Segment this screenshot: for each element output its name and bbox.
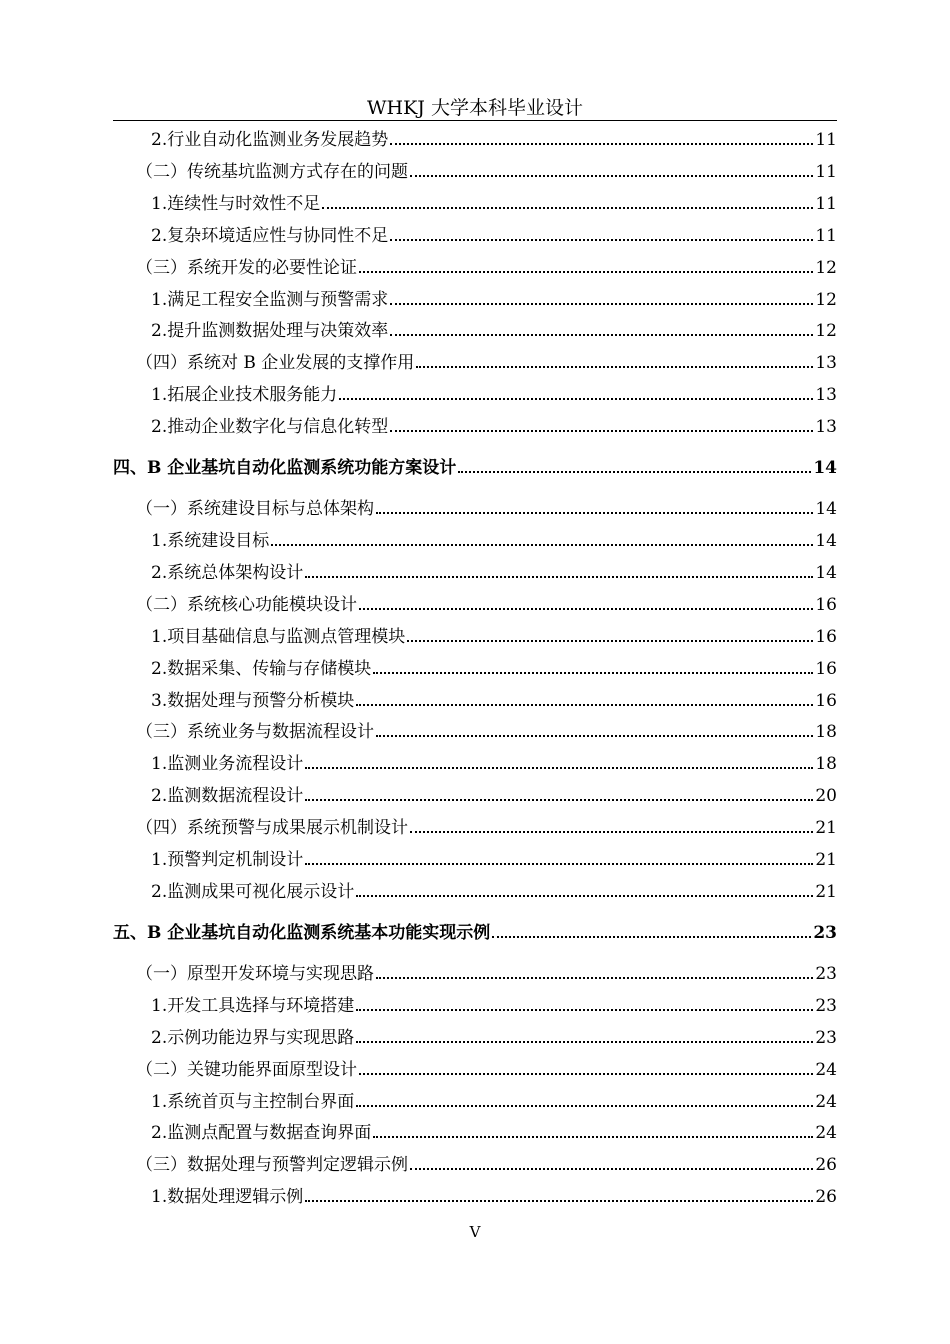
toc-entry-page: 12	[815, 321, 837, 342]
toc-entry-page: 14	[815, 531, 837, 551]
toc-entry[interactable]	[136, 161, 837, 183]
toc-dot-leader	[390, 430, 813, 432]
toc-entry[interactable]	[151, 289, 837, 311]
toc-entry-title: （三）系统开发的必要性论证	[136, 257, 357, 278]
toc-entry-title: 1.监测业务流程设计	[151, 754, 304, 775]
toc-entry-title: 四、B 企业基坑自动化监测系统功能方案设计	[113, 458, 457, 479]
toc-entry[interactable]	[151, 1122, 837, 1144]
toc-dot-leader	[356, 1041, 813, 1043]
toc-entry-title: 1.系统建设目标	[151, 531, 270, 551]
toc-entry-title: （一）原型开发环境与实现思路	[136, 963, 374, 984]
toc-entry-page: 12	[815, 257, 837, 278]
toc-entry-title: 1.项目基础信息与监测点管理模块	[151, 626, 406, 647]
toc-dot-leader	[390, 143, 813, 145]
toc-entry[interactable]	[151, 129, 837, 151]
toc-entry-title: 五、B 企业基坑自动化监测系统基本功能实现示例	[113, 922, 491, 943]
toc-entry-page: 20	[815, 786, 837, 807]
toc-entry-page: 11	[815, 161, 837, 182]
toc-dot-leader	[322, 207, 813, 209]
toc-dot-leader	[359, 608, 813, 610]
toc-entry-title: 2.监测点配置与数据查询界面	[151, 1123, 372, 1144]
toc-dot-leader	[390, 334, 813, 336]
toc-entry[interactable]	[151, 384, 837, 406]
toc-dot-leader	[410, 831, 813, 833]
toc-entry[interactable]	[136, 257, 837, 279]
toc-dot-leader	[390, 303, 813, 305]
toc-entry-title: （三）系统业务与数据流程设计	[136, 722, 374, 743]
toc-dot-leader	[356, 704, 813, 706]
toc-entry-page: 13	[815, 353, 837, 374]
toc-entry-title: （四）系统对 B 企业发展的支撑作用	[136, 353, 415, 374]
toc-entry[interactable]	[151, 785, 837, 807]
toc-entry-page: 26	[815, 1155, 837, 1176]
toc-entry-title: 2.推动企业数字化与信息化转型	[151, 417, 389, 438]
toc-entry[interactable]	[151, 753, 837, 775]
toc-dot-leader	[305, 1200, 813, 1202]
toc-dot-leader	[305, 799, 813, 801]
toc-entry-title: 1.预警判定机制设计	[151, 850, 304, 870]
toc-entry[interactable]	[151, 626, 837, 648]
toc-dot-leader	[407, 640, 813, 642]
toc-entry-page: 16	[815, 626, 837, 647]
toc-entry[interactable]	[151, 1091, 837, 1113]
toc-dot-leader	[458, 471, 811, 473]
toc-dot-leader	[492, 936, 811, 938]
toc-entry-page: 16	[815, 690, 837, 711]
toc-entry-title: 2.示例功能边界与实现思路	[151, 1027, 355, 1048]
toc-entry-title: （一）系统建设目标与总体架构	[136, 499, 374, 520]
toc-chapter-entry[interactable]	[113, 457, 837, 479]
toc-dot-leader	[305, 576, 813, 578]
toc-entry-title: 1.开发工具选择与环境搭建	[151, 995, 355, 1016]
toc-dot-leader	[373, 672, 813, 674]
toc-entry-page: 11	[815, 130, 837, 150]
toc-entry[interactable]	[136, 1059, 837, 1081]
toc-dot-leader	[376, 735, 813, 737]
toc-entry[interactable]	[151, 320, 837, 342]
toc-entry[interactable]	[151, 530, 837, 552]
toc-entry-page: 23	[815, 963, 837, 984]
toc-entry[interactable]	[151, 995, 837, 1017]
toc-entry-page: 21	[815, 818, 837, 839]
toc-entry-title: 2.数据采集、传输与存储模块	[151, 658, 372, 679]
toc-dot-leader	[339, 398, 813, 400]
toc-entry-title: （二）系统核心功能模块设计	[136, 594, 357, 615]
toc-entry[interactable]	[136, 963, 837, 985]
header-rule	[113, 120, 837, 121]
toc-entry[interactable]	[151, 1027, 837, 1049]
toc-entry[interactable]	[151, 1186, 837, 1208]
toc-entry-page: 23	[815, 1027, 837, 1048]
toc-entry[interactable]	[151, 416, 837, 438]
toc-entry-title: 2.行业自动化监测业务发展趋势	[151, 130, 389, 150]
toc-entry-page: 21	[815, 881, 837, 902]
toc-entry-page: 16	[815, 658, 837, 679]
toc-entry-page: 18	[815, 754, 837, 775]
page-header: WHKJ 大学本科毕业设计	[367, 97, 583, 119]
toc-entry-page: 23	[813, 922, 837, 943]
toc-entry-title: （二）关键功能界面原型设计	[136, 1059, 357, 1080]
toc-entry-page: 13	[815, 417, 837, 438]
toc-dot-leader	[356, 1105, 813, 1107]
toc-entry[interactable]	[151, 849, 837, 871]
toc-dot-leader	[376, 512, 813, 514]
toc-entry-page: 11	[815, 193, 837, 214]
toc-entry-title: （二）传统基坑监测方式存在的问题	[136, 161, 408, 182]
toc-dot-leader	[373, 1136, 813, 1138]
toc-entry[interactable]	[151, 193, 837, 215]
toc-entry[interactable]	[136, 1154, 837, 1176]
toc-entry-title: 1.拓展企业技术服务能力	[151, 385, 338, 406]
toc-entry-page: 11	[815, 225, 837, 246]
toc-dot-leader	[416, 366, 813, 368]
toc-entry[interactable]	[136, 721, 837, 743]
toc-entry-page: 26	[815, 1187, 837, 1208]
toc-entry-page: 14	[815, 562, 837, 583]
toc-entry[interactable]	[151, 658, 837, 680]
toc-dot-leader	[359, 1073, 813, 1075]
toc-entry-title: 2.提升监测数据处理与决策效率	[151, 321, 389, 342]
toc-entry-title: 2.复杂环境适应性与协同性不足	[151, 225, 389, 246]
toc-dot-leader	[356, 1009, 813, 1011]
toc-entry[interactable]	[136, 594, 837, 616]
toc-entry-title: 1.数据处理逻辑示例	[151, 1187, 304, 1208]
toc-entry-title: （四）系统预警与成果展示机制设计	[136, 818, 408, 839]
toc-entry-page: 21	[815, 850, 837, 870]
toc-entry[interactable]	[136, 352, 837, 374]
toc-entry-title: （三）数据处理与预警判定逻辑示例	[136, 1155, 408, 1176]
toc-entry-page: 23	[815, 995, 837, 1016]
toc-entry-page: 14	[815, 499, 837, 520]
toc-dot-leader	[271, 544, 813, 546]
toc-entry[interactable]	[151, 562, 837, 584]
toc-entry-page: 24	[815, 1091, 837, 1112]
toc-entry-title: 2.监测成果可视化展示设计	[151, 881, 355, 902]
toc-entry[interactable]	[151, 225, 837, 247]
toc-dot-leader	[356, 895, 813, 897]
toc-dot-leader	[410, 1168, 813, 1170]
toc-entry-title: 1.连续性与时效性不足	[151, 193, 321, 214]
toc-dot-leader	[359, 271, 813, 273]
toc-entry-page: 16	[815, 594, 837, 615]
toc-entry-page: 14	[813, 458, 837, 479]
toc-dot-leader	[390, 239, 813, 241]
toc-entry-page: 24	[815, 1123, 837, 1144]
toc-chapter-entry[interactable]	[113, 922, 837, 944]
toc-entry[interactable]	[151, 690, 837, 712]
toc-entry[interactable]	[136, 817, 837, 839]
toc-entry-page: 24	[815, 1059, 837, 1080]
toc-entry[interactable]	[151, 881, 837, 903]
toc-entry-title: 2.监测数据流程设计	[151, 786, 304, 807]
toc-entry-page: 13	[815, 385, 837, 406]
toc-entry-title: 2.系统总体架构设计	[151, 562, 304, 583]
toc-dot-leader	[376, 977, 813, 979]
page-number: V	[469, 1223, 481, 1241]
toc-entry-title: 1.系统首页与主控制台界面	[151, 1091, 355, 1112]
toc-dot-leader	[410, 175, 813, 177]
toc-dot-leader	[305, 863, 813, 865]
toc-entry-page: 12	[815, 289, 837, 310]
toc-entry-page: 18	[815, 722, 837, 743]
toc-dot-leader	[305, 767, 813, 769]
toc-entry-title: 1.满足工程安全监测与预警需求	[151, 289, 389, 310]
toc-entry[interactable]	[136, 498, 837, 520]
toc-entry-title: 3.数据处理与预警分析模块	[151, 690, 355, 711]
